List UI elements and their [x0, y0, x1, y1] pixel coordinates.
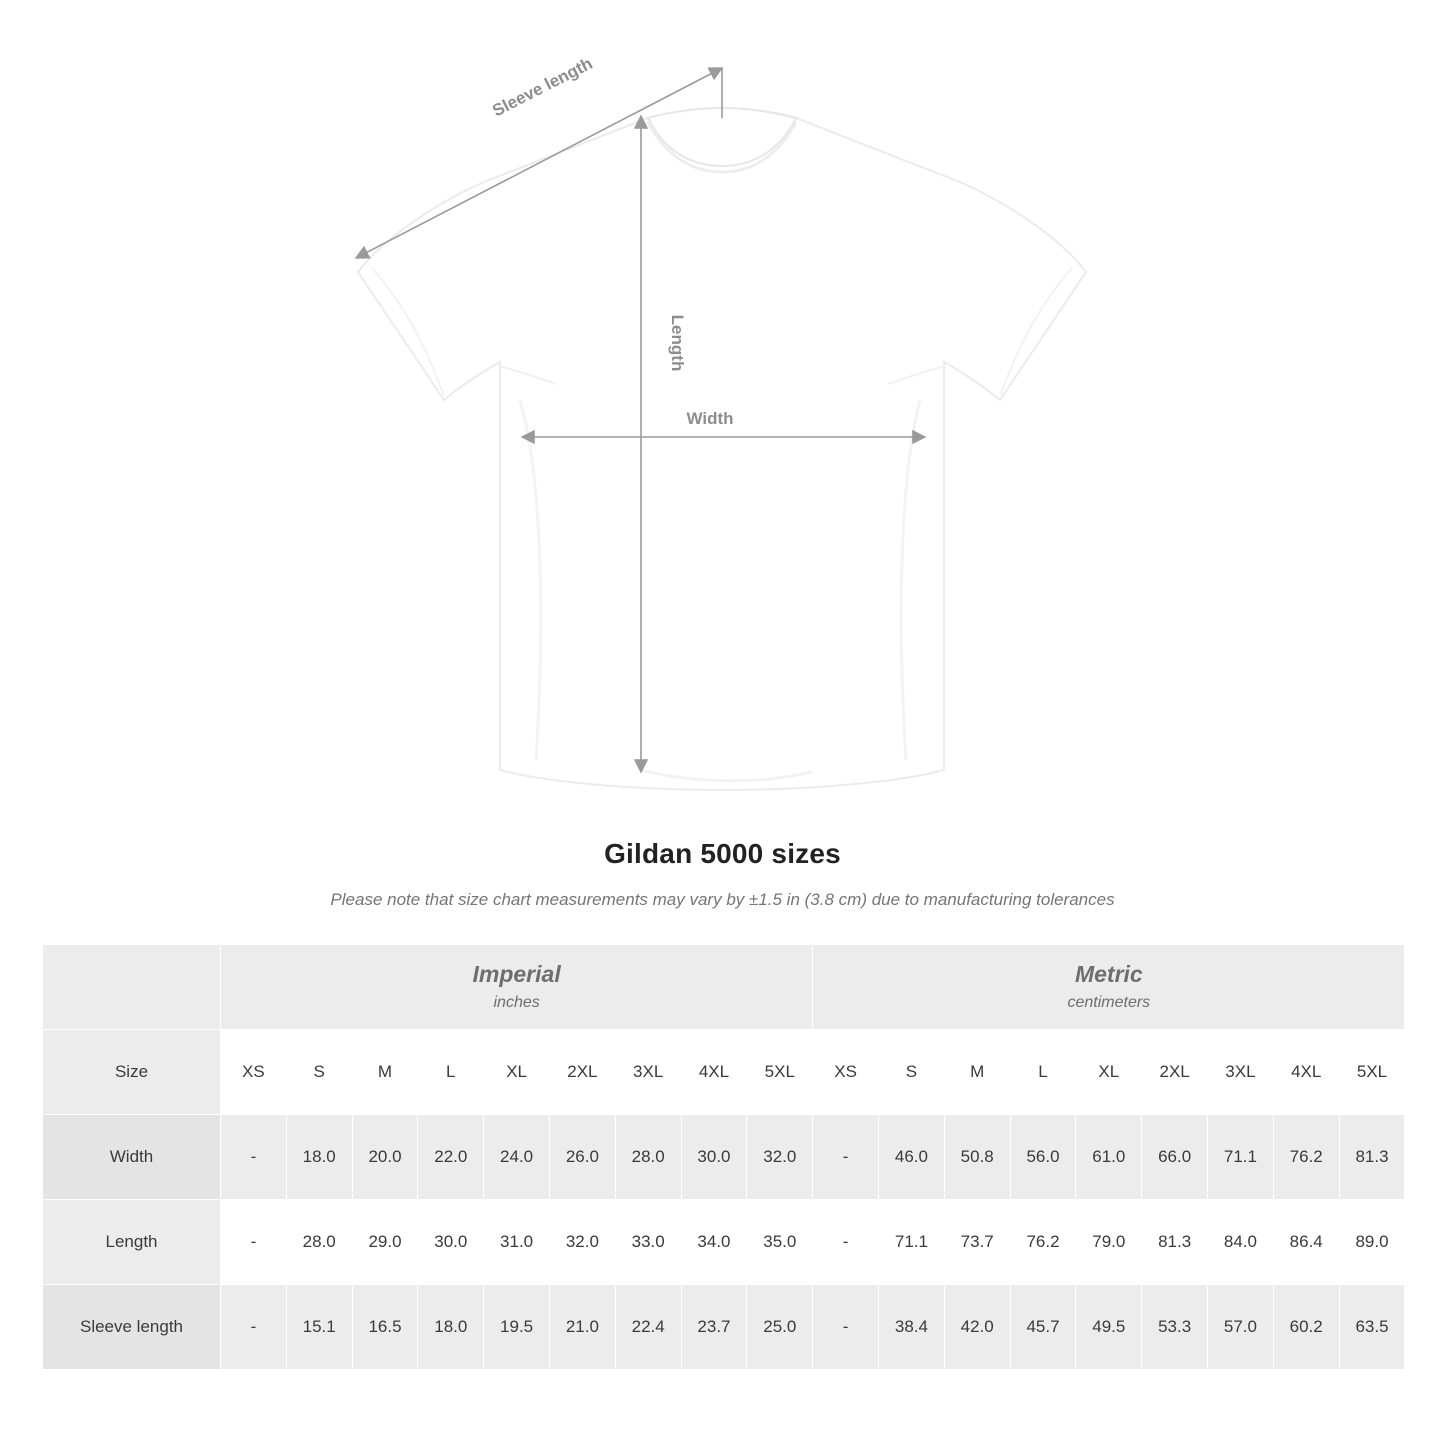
cell-sleeve-metric-3xl: 57.0 — [1208, 1285, 1274, 1370]
size-col-metric-3xl: 3XL — [1208, 1030, 1274, 1115]
unit-sub-metric: centimeters — [1067, 993, 1151, 1011]
cell-length-imperial-3xl: 33.0 — [615, 1200, 681, 1285]
row-label-sleeve-length: Sleeve length — [43, 1285, 221, 1370]
cell-sleeve-metric-xs: - — [813, 1285, 879, 1370]
cell-width-metric-3xl: 71.1 — [1208, 1115, 1274, 1200]
size-col-imperial-4xl: 4XL — [681, 1030, 747, 1115]
cell-length-metric-3xl: 84.0 — [1208, 1200, 1274, 1285]
cell-sleeve-imperial-4xl: 23.7 — [681, 1285, 747, 1370]
size-col-imperial-xs: XS — [221, 1030, 287, 1115]
cell-width-imperial-2xl: 26.0 — [549, 1115, 615, 1200]
cell-width-imperial-xl: 24.0 — [484, 1115, 550, 1200]
size-col-imperial-2xl: 2XL — [549, 1030, 615, 1115]
size-col-metric-5xl: 5XL — [1339, 1030, 1405, 1115]
cell-width-metric-5xl: 81.3 — [1339, 1115, 1405, 1200]
cell-length-metric-5xl: 89.0 — [1339, 1200, 1405, 1285]
cell-width-imperial-5xl: 32.0 — [747, 1115, 813, 1200]
cell-sleeve-imperial-5xl: 25.0 — [747, 1285, 813, 1370]
size-table-wrap — [42, 944, 1403, 1370]
cell-sleeve-imperial-m: 16.5 — [352, 1285, 418, 1370]
cell-sleeve-metric-5xl: 63.5 — [1339, 1285, 1405, 1370]
cell-length-metric-2xl: 81.3 — [1142, 1200, 1208, 1285]
size-col-imperial-5xl: 5XL — [747, 1030, 813, 1115]
cell-sleeve-metric-xl: 49.5 — [1076, 1285, 1142, 1370]
width-label: Width — [686, 409, 734, 428]
unit-sub-imperial: inches — [493, 993, 540, 1011]
size-table — [42, 944, 1405, 1370]
cell-sleeve-imperial-xl: 19.5 — [484, 1285, 550, 1370]
sleeve-length-label: Sleeve length — [489, 53, 596, 121]
cell-width-metric-l: 56.0 — [1010, 1115, 1076, 1200]
cell-length-metric-l: 76.2 — [1010, 1200, 1076, 1285]
cell-width-imperial-m: 20.0 — [352, 1115, 418, 1200]
units-header-row — [43, 945, 1405, 1030]
size-col-metric-m: M — [944, 1030, 1010, 1115]
size-col-metric-xl: XL — [1076, 1030, 1142, 1115]
table-row — [43, 1200, 1405, 1285]
size-col-imperial-3xl: 3XL — [615, 1030, 681, 1115]
cell-length-imperial-xs: - — [221, 1200, 287, 1285]
cell-length-imperial-s: 28.0 — [286, 1200, 352, 1285]
cell-length-imperial-xl: 31.0 — [484, 1200, 550, 1285]
table-row — [43, 1115, 1405, 1200]
cell-sleeve-metric-m: 42.0 — [944, 1285, 1010, 1370]
cell-length-metric-4xl: 86.4 — [1273, 1200, 1339, 1285]
size-col-imperial-xl: XL — [484, 1030, 550, 1115]
cell-length-metric-xl: 79.0 — [1076, 1200, 1142, 1285]
cell-length-imperial-2xl: 32.0 — [549, 1200, 615, 1285]
table-row — [43, 1285, 1405, 1370]
cell-length-imperial-l: 30.0 — [418, 1200, 484, 1285]
size-col-metric-4xl: 4XL — [1273, 1030, 1339, 1115]
cell-width-metric-m: 50.8 — [944, 1115, 1010, 1200]
cell-width-metric-xl: 61.0 — [1076, 1115, 1142, 1200]
row-label-width: Width — [43, 1115, 221, 1200]
cell-width-imperial-3xl: 28.0 — [615, 1115, 681, 1200]
cell-length-metric-m: 73.7 — [944, 1200, 1010, 1285]
cell-sleeve-imperial-3xl: 22.4 — [615, 1285, 681, 1370]
length-label: Length — [668, 314, 687, 372]
cell-sleeve-metric-l: 45.7 — [1010, 1285, 1076, 1370]
cell-width-imperial-4xl: 30.0 — [681, 1115, 747, 1200]
cell-width-imperial-xs: - — [221, 1115, 287, 1200]
cell-length-imperial-5xl: 35.0 — [747, 1200, 813, 1285]
cell-width-imperial-l: 22.0 — [418, 1115, 484, 1200]
cell-sleeve-imperial-2xl: 21.0 — [549, 1285, 615, 1370]
size-header-row — [43, 1030, 1405, 1115]
unit-name-imperial: Imperial — [472, 960, 561, 987]
chart-note: Please note that size chart measurements may vary by ±1.5 in (3.8 cm) due to manufacturing tolerances — [330, 890, 1115, 909]
size-col-imperial-s: S — [286, 1030, 352, 1115]
cell-width-metric-4xl: 76.2 — [1273, 1115, 1339, 1200]
unit-header-metric — [813, 945, 1405, 1030]
cell-length-imperial-m: 29.0 — [352, 1200, 418, 1285]
tshirt-shape — [358, 108, 1086, 790]
size-col-metric-xs: XS — [813, 1030, 879, 1115]
row-label-length: Length — [43, 1200, 221, 1285]
size-col-metric-l: L — [1010, 1030, 1076, 1115]
title-block — [0, 838, 1445, 910]
cell-length-metric-xs: - — [813, 1200, 879, 1285]
size-header-label: Size — [43, 1030, 221, 1115]
size-col-imperial-m: M — [352, 1030, 418, 1115]
cell-width-imperial-s: 18.0 — [286, 1115, 352, 1200]
unit-header-imperial — [221, 945, 813, 1030]
cell-sleeve-imperial-xs: - — [221, 1285, 287, 1370]
size-col-metric-2xl: 2XL — [1142, 1030, 1208, 1115]
cell-sleeve-metric-s: 38.4 — [879, 1285, 945, 1370]
cell-width-metric-2xl: 66.0 — [1142, 1115, 1208, 1200]
chart-title: Gildan 5000 sizes — [604, 838, 841, 869]
size-col-metric-s: S — [879, 1030, 945, 1115]
cell-sleeve-imperial-l: 18.0 — [418, 1285, 484, 1370]
cell-length-metric-s: 71.1 — [879, 1200, 945, 1285]
cell-sleeve-metric-2xl: 53.3 — [1142, 1285, 1208, 1370]
cell-sleeve-metric-4xl: 60.2 — [1273, 1285, 1339, 1370]
cell-sleeve-imperial-s: 15.1 — [286, 1285, 352, 1370]
cell-width-metric-s: 46.0 — [879, 1115, 945, 1200]
size-col-imperial-l: L — [418, 1030, 484, 1115]
cell-length-imperial-4xl: 34.0 — [681, 1200, 747, 1285]
table-corner-cell — [43, 945, 221, 1030]
cell-width-metric-xs: - — [813, 1115, 879, 1200]
unit-name-metric: Metric — [1074, 960, 1143, 987]
